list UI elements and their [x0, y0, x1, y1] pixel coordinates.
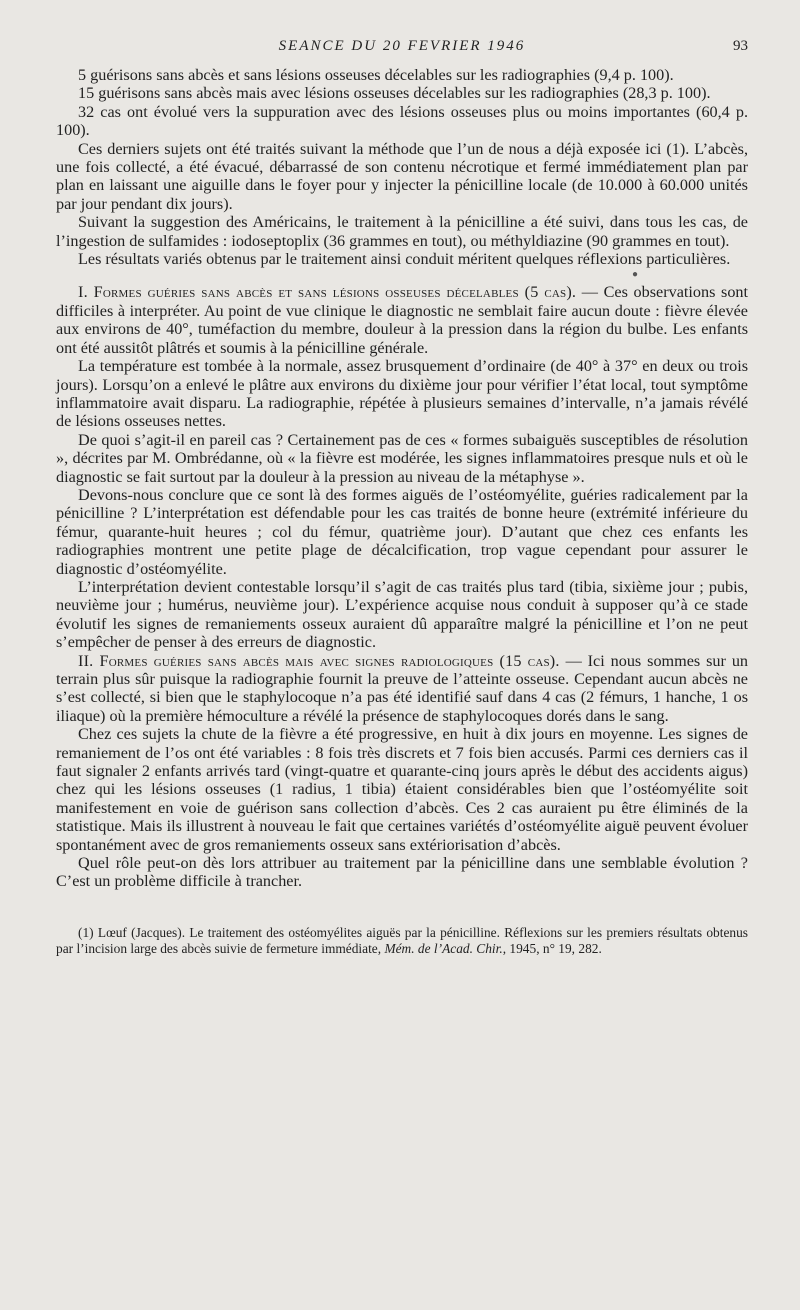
section-2-intro [56, 652, 748, 726]
paragraph: De quoi s’agit-il en pareil cas ? Certainement pas de ces « formes subaiguës susceptibles de résolution », décrites par M. Ombrédanne, où « la fièvre est modérée, les signes inflammatoires presque nuls et où le diagnostic se fait surtout par la douleur à la pression au niveau de la métaphyse ». [56, 430, 748, 486]
paragraph: 32 cas ont évolué vers la suppuration avec des lésions osseuses plus ou moins importantes (60,4 p. 100). [56, 102, 748, 140]
paragraph: 15 guérisons sans abcès mais avec lésions osseuses décelables sur les radiographies (28,3 p. 100). [78, 84, 711, 103]
page-header [56, 38, 748, 66]
running-title: SEANCE DU 20 FEVRIER 1946 [278, 38, 526, 54]
footnote [56, 925, 748, 957]
section-2-heading-text: — Ici nous sommes sur un terrain plus sûr puisque la radiographie fournit la preuve de l’atteinte osseuse. Cependant aucun abcès ne s’est collecté, si bien que le staphylocoque n’a pas été identifié sauf dans 4 cas (2 fémurs, 1 hanche, 1 os iliaque) où la première hémoculture a révélé la présence de staphylocoques dorés dans le sang. [56, 651, 749, 725]
paragraph: Suivant la suggestion des Américains, le traitement à la pénicilline a été suivi, dans tous les cas, de l’ingestion de sulfamides : iodoseptoplix (36 grammes en tout), ou méthyldiazine (90 grammes en tout). [56, 213, 748, 250]
footnote-body: (1) Lœuf (Jacques). Le traitement des ostéomyélites aiguës par la pénicilline. Réflexions sur les premiers résultats obtenus par l’incision large des abcès suivie de fermeture immédiate, [56, 924, 748, 957]
paragraph: 5 guérisons sans abcès et sans lésions osseuses décelables sur les radiographies (9,4 p. 100). [78, 66, 674, 84]
article-body [56, 66, 748, 891]
separator-mark: ● [631, 269, 638, 281]
footnote-journal: Mém. de l’Acad. Chir. [384, 941, 503, 957]
section-2-heading: II. Formes guéries sans abcès mais avec signes radiologiques (15 cas). [78, 651, 560, 670]
paragraph: Chez ces sujets la chute de la fièvre a été progressive, en huit à dix jours en moyenne. Les signes de remaniement de l’os ont été variables : 8 fois très discrets et 7 fois bien accusés. Parmi ces derniers cas il faut signaler 2 enfants arrivés tard (vingt-quatre et quarante-cinq jours après le début des accidents aigus) chez qui les lésions osseuses (1 radius, 1 tibia) étaient considérables bien que l’ostéomyélite soit manifestement en voie de guérison sans collection d’abcès. Ces 2 cas auraient pu être éliminés de la statistique. Mais ils illustrent à nouveau le fait que certaines variétés d’ostéomyélite aiguë peuvent évoluer spontanément avec de gros remaniements osseux sans extériorisation d’abcès. [56, 725, 748, 854]
paragraph: Ces derniers sujets ont été traités suivant la méthode que l’un de nous a déjà exposée ici (1). L’abcès, une fois collecté, a été évacué, débarrassé de son contenu nécrotique et fermé immédiatement plan par plan en laissant une aiguille dans le foyer pour y injecter la pénicilline locale (de 10.000 à 60.000 unités par jour pendant dix jours). [56, 139, 748, 213]
section-1-heading-text: — Ces observations sont difficiles à interpréter. Au point de vue clinique le diagnostic ne semblait faire aucun doute : fièvre élevée aux environs de 40°, tuméfaction du membre, douleur à la pression dans la région du bulbe. Les enfants ont été aussitôt plâtrés et soumis à la pénicilline générale. [56, 283, 749, 357]
paragraph: La température est tombée à la normale, assez brusquement d’ordinaire (de 40° à 37° en deux ou trois jours). Lorsqu’on a enlevé le plâtre aux environs du dixième jour pour vérifier l’état local, tout symptôme inflammatoire avait disparu. La radiographie, répétée à plusieurs semaines d’intervalle, n’a jamais révélé de lésions osseuses nettes. [56, 357, 748, 431]
paragraph: L’interprétation devient contestable lorsqu’il s’agit de cas traités plus tard (tibia, sixième jour ; pubis, neuvième jour ; humérus, neuvième jour). L’expérience acquise nous conduit à supposer qu’à ce stade évolutif les signes de remaniements osseux auraient dû apparaître malgré la pénicilline et l’on ne peut s’empêcher de penser à des erreurs de diagnostic. [56, 577, 748, 652]
footnote-ref: , 1945, n° 19, 282. [502, 941, 602, 957]
footnote-text [56, 925, 748, 957]
paragraph: Les résultats variés obtenus par le traitement ainsi conduit méritent quelques réflexions particulières. [78, 250, 731, 269]
section-1-intro [56, 283, 748, 357]
page-number: 93 [733, 38, 748, 54]
section-1-heading: I. Formes guéries sans abcès et sans lésions osseuses décelables (5 cas). [78, 283, 577, 302]
paragraph: Devons-nous conclure que ce sont là des formes aiguës de l’ostéomyélite, guéries radicalement par la pénicilline ? L’interprétation est défendable pour les cas traités de bonne heure (extrémité inférieure du fémur, quarante-huit heures ; col du fémur, quatrième jour). D’autant que chez ces enfants les radiographies montrent une petite plage de décalcification, trop vague cependant pour assurer le diagnostic d’ostéomyélite. [56, 485, 748, 578]
paragraph: Quel rôle peut-on dès lors attribuer au traitement par la pénicilline dans une semblable évolution ? C’est un problème difficile à trancher. [56, 854, 748, 891]
